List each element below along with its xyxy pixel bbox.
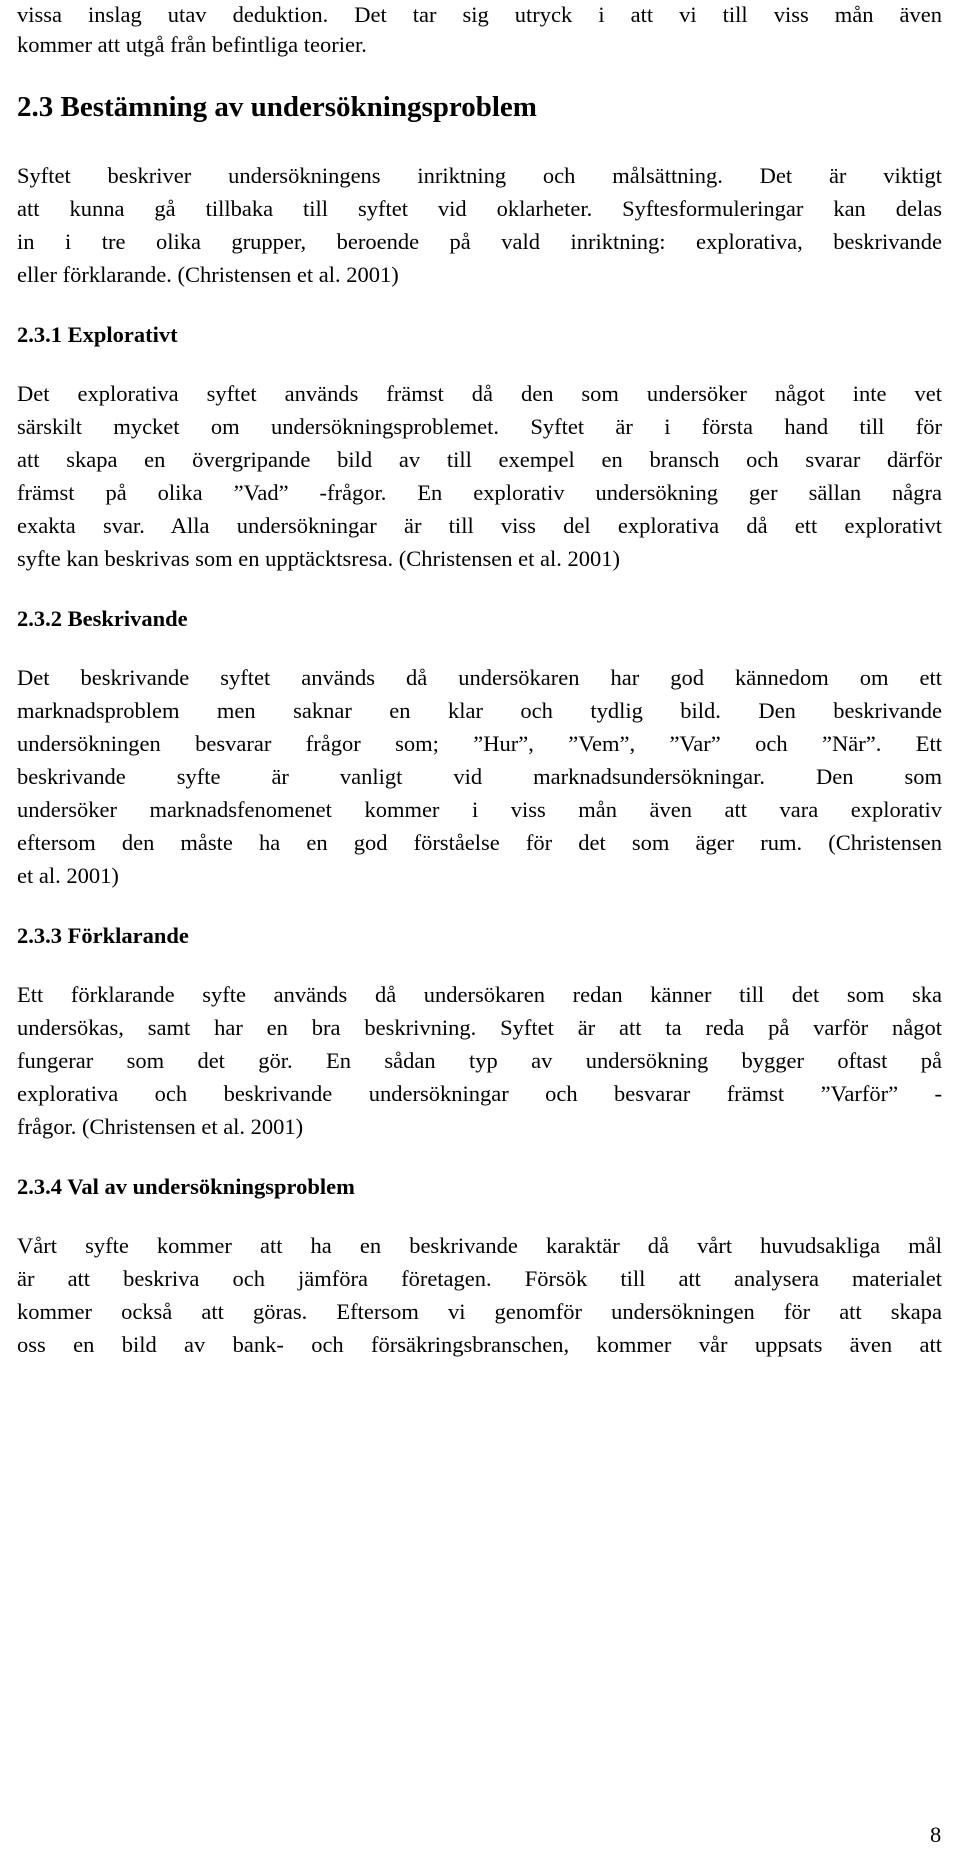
paragraph-line: Det explorativa syftet används främst då den som undersöker något inte vet xyxy=(17,381,942,406)
paragraph-line: är att beskriva och jämföra företagen. Försök till att analysera materialet xyxy=(17,1266,942,1291)
paragraph-line: marknadsproblem men saknar en klar och tydlig bild. Den beskrivande xyxy=(17,698,942,723)
paragraph-line: främst på olika ”Vad” -frågor. En explorativ undersökning ger sällan några xyxy=(17,480,942,505)
intro-line: vissa inslag utav deduktion. Det tar sig utryck i att vi till viss mån även xyxy=(17,2,942,27)
paragraph-line: frågor. (Christensen et al. 2001) xyxy=(17,1114,304,1139)
section-heading-2-3-1: 2.3.1 Explorativt xyxy=(17,322,178,347)
paragraph-line: särskilt mycket om undersökningsproblemet. Syftet är i första hand till för xyxy=(17,414,942,439)
paragraph-line: oss en bild av bank- och försäkringsbranschen, kommer vår uppsats även att xyxy=(17,1332,942,1357)
section-heading-2-3: 2.3 Bestämning av undersökningsproblem xyxy=(17,91,537,123)
paragraph-line: att kunna gå tillbaka till syftet vid oklarheter. Syftesformuleringar kan delas xyxy=(17,196,942,221)
paragraph-line: Det beskrivande syftet används då undersökaren har god kännedom om ett xyxy=(17,665,942,690)
section-heading-2-3-3: 2.3.3 Förklarande xyxy=(17,923,189,948)
paragraph-line: eller förklarande. (Christensen et al. 2001) xyxy=(17,262,399,287)
paragraph-line: undersöker marknadsfenomenet kommer i viss mån även att vara explorativ xyxy=(17,797,942,822)
paragraph-line: Syftet beskriver undersökningens inriktning och målsättning. Det är viktigt xyxy=(17,163,942,188)
paragraph-line: Ett förklarande syfte används då undersökaren redan känner till det som ska xyxy=(17,982,942,1007)
paragraph-line: in i tre olika grupper, beroende på vald inriktning: explorativa, beskrivande xyxy=(17,229,942,254)
paragraph-line: et al. 2001) xyxy=(17,863,119,888)
paragraph-line: fungerar som det gör. En sådan typ av undersökning bygger oftast på xyxy=(17,1048,942,1073)
paragraph-line: syfte kan beskrivas som en upptäcktsresa. (Christensen et al. 2001) xyxy=(17,546,620,571)
paragraph-line: Vårt syfte kommer att ha en beskrivande karaktär då vårt huvudsakliga mål xyxy=(17,1233,942,1258)
paragraph-line: explorativa och beskrivande undersökningar och besvarar främst ”Varför” - xyxy=(17,1081,942,1106)
paragraph-line: undersökningen besvarar frågor som; ”Hur”, ”Vem”, ”Var” och ”När”. Ett xyxy=(17,731,942,756)
paragraph-line: eftersom den måste ha en god förståelse för det som äger rum. (Christensen xyxy=(17,830,942,855)
paragraph-line: undersökas, samt har en bra beskrivning. Syftet är att ta reda på varför något xyxy=(17,1015,942,1040)
paragraph-line: att skapa en övergripande bild av till exempel en bransch och svarar därför xyxy=(17,447,942,472)
section-heading-2-3-2: 2.3.2 Beskrivande xyxy=(17,606,188,631)
intro-line: kommer att utgå från befintliga teorier. xyxy=(17,32,367,57)
page-number: 8 xyxy=(930,1822,942,1847)
section-heading-2-3-4: 2.3.4 Val av undersökningsproblem xyxy=(17,1174,355,1199)
paragraph-line: beskrivande syfte är vanligt vid marknadsundersökningar. Den som xyxy=(17,764,942,789)
paragraph-line: exakta svar. Alla undersökningar är till viss del explorativa då ett explorativt xyxy=(17,513,942,538)
paragraph-line: kommer också att göras. Eftersom vi genomför undersökningen för att skapa xyxy=(17,1299,942,1324)
